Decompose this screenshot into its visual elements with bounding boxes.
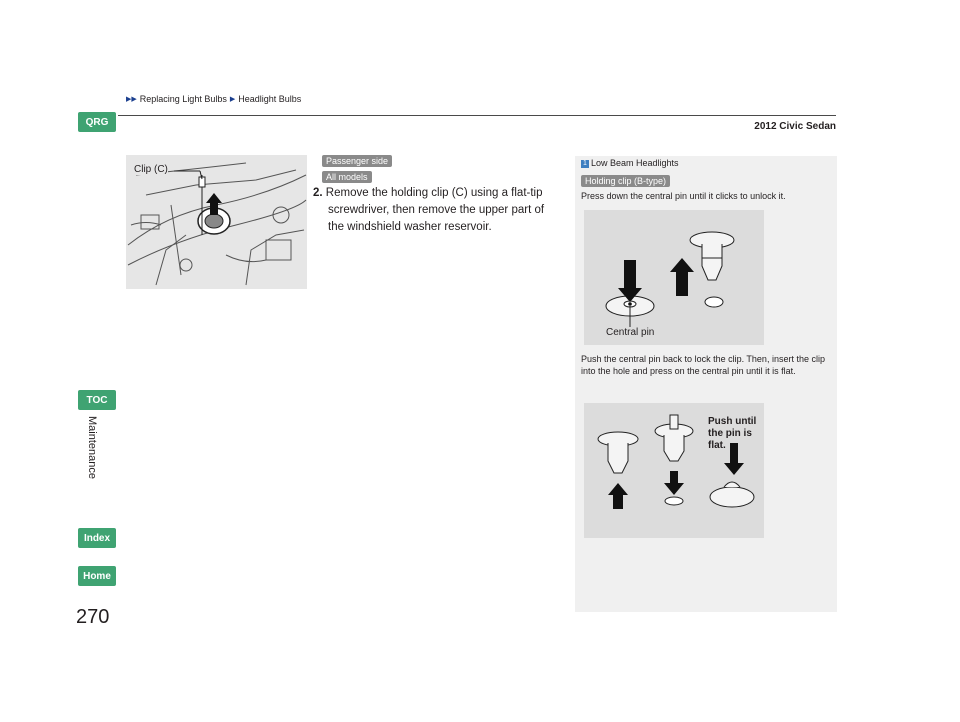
push-until-flat-label: Push until the pin is flat. bbox=[708, 416, 757, 451]
arrow-icon: ▶▶ bbox=[126, 96, 137, 103]
home-button[interactable]: Home bbox=[78, 566, 116, 586]
note-heading: 1 Low Beam Headlights bbox=[581, 158, 679, 168]
all-models-tag: All models bbox=[322, 171, 372, 183]
clip-type-tag: Holding clip (B-type) bbox=[581, 175, 670, 187]
central-pin-label: Central pin bbox=[606, 327, 655, 338]
toc-button[interactable]: TOC bbox=[78, 390, 116, 410]
note-text-2: Push the central pin back to lock the clip. Then, insert the clip into the hole and press on the central pin until it is flat. bbox=[581, 354, 825, 376]
clip-unlock-drawing bbox=[584, 210, 764, 345]
note-text-1: Press down the central pin until it clicks to unlock it. bbox=[581, 191, 786, 201]
section-label: Maintenance bbox=[86, 416, 98, 479]
central-pin-figure bbox=[584, 210, 764, 345]
page-number: 270 bbox=[76, 606, 110, 628]
engine-bay-drawing bbox=[126, 155, 307, 289]
passenger-side-tag: Passenger side bbox=[322, 155, 392, 167]
breadcrumb-link-headlight-bulbs[interactable]: Headlight Bulbs bbox=[238, 94, 302, 104]
push-pin-figure bbox=[584, 403, 764, 538]
clip-c-label: Clip (C) bbox=[134, 164, 168, 175]
breadcrumb-link-replacing-bulbs[interactable]: Replacing Light Bulbs bbox=[139, 94, 227, 104]
engine-bay-figure bbox=[126, 155, 307, 289]
note-icon: 1 bbox=[581, 160, 589, 168]
step-number: 2. bbox=[313, 187, 323, 199]
qrg-button[interactable]: QRG bbox=[78, 112, 116, 132]
header-rule bbox=[118, 115, 836, 116]
index-button[interactable]: Index bbox=[78, 528, 116, 548]
arrow-icon: ▶ bbox=[229, 96, 236, 103]
step-2 bbox=[313, 185, 561, 236]
step-text: Remove the holding clip (C) using a flat-tip screwdriver, then remove the upper part of the windshield washer reservoir. bbox=[325, 187, 545, 233]
model-title: 2012 Civic Sedan bbox=[754, 121, 836, 132]
breadcrumb bbox=[126, 94, 301, 104]
